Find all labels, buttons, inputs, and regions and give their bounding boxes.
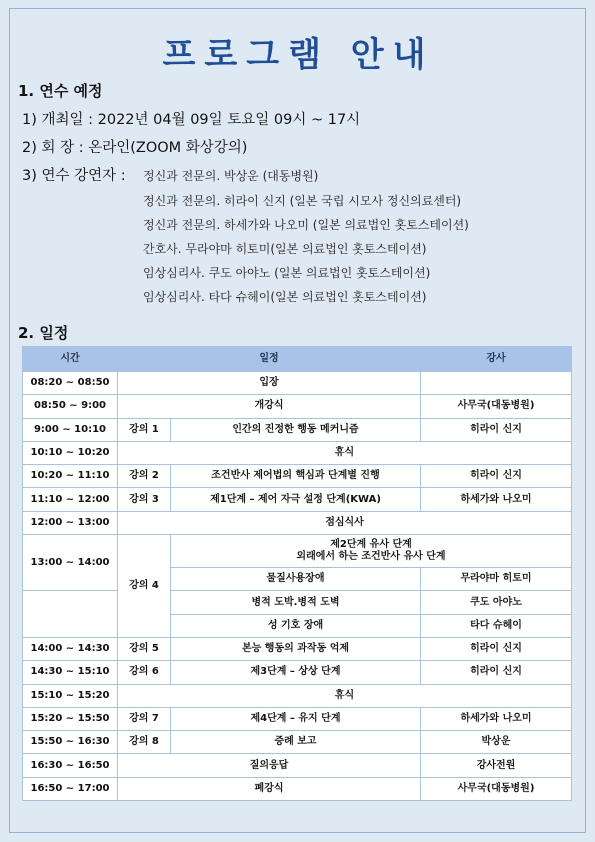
speaker-cell: 하세가와 나오미 xyxy=(421,488,572,511)
speaker-cell: 히라이 신지 xyxy=(421,465,572,488)
table-row xyxy=(23,511,572,534)
table-row xyxy=(23,684,572,707)
topic-cell: 물질사용장애 xyxy=(171,568,421,591)
table-row xyxy=(23,777,572,800)
header-time: 시간 xyxy=(23,347,118,372)
table-row xyxy=(23,754,572,777)
table-row xyxy=(23,535,572,568)
lecture-cell: 강의 8 xyxy=(118,731,171,754)
lecture-cell: 강의 1 xyxy=(118,418,171,441)
speaker-cell: 사무국(대동병원) xyxy=(421,395,572,418)
time-cell: 12:00 ~ 13:00 xyxy=(23,511,118,534)
topic-cell: 휴식 xyxy=(118,441,572,464)
topic-cell: 점심식사 xyxy=(118,511,572,534)
time-cell: 10:10 ~ 10:20 xyxy=(23,441,118,464)
table-header-row xyxy=(23,347,572,372)
lecturer-prefix: 3) 연수 강연자 : xyxy=(22,168,126,184)
topic-cell: 본능 행동의 과작동 억제 xyxy=(171,637,421,660)
topic-cell: 인간의 진정한 행동 메커니즘 xyxy=(171,418,421,441)
topic-cell: 휴식 xyxy=(118,684,572,707)
lecturer-2: 정신과 전문의. 히라이 신지 (일본 국립 시모사 정신의료센터) xyxy=(143,194,462,208)
time-cell: 15:50 ~ 16:30 xyxy=(23,731,118,754)
table-row xyxy=(23,637,572,660)
lecturer-3: 정신과 전문의. 하세가와 나오미 (일본 의료법인 홋토스테이션) xyxy=(143,218,469,232)
time-cell: 16:30 ~ 16:50 xyxy=(23,754,118,777)
table-row xyxy=(23,465,572,488)
speaker-cell: 히라이 신지 xyxy=(421,637,572,660)
speaker-cell: 히라이 신지 xyxy=(421,418,572,441)
topic-line-2: 외래에서 하는 조건반사 유사 단계 xyxy=(296,551,446,563)
lecture-cell: 강의 4 xyxy=(118,535,171,638)
table-row xyxy=(23,591,572,614)
header-speaker: 강사 xyxy=(421,347,572,372)
time-cell-empty xyxy=(23,614,118,637)
time-cell: 10:20 ~ 11:10 xyxy=(23,465,118,488)
topic-cell: 제1단계 – 제어 자극 설정 단계(KWA) xyxy=(171,488,421,511)
table-row xyxy=(23,707,572,730)
lecture-cell: 강의 2 xyxy=(118,465,171,488)
topic-line-1: 제2단계 유사 단계 xyxy=(330,539,412,551)
speaker-cell: 히라이 신지 xyxy=(421,661,572,684)
topic-cell-multiline xyxy=(171,535,572,568)
time-cell: 16:50 ~ 17:00 xyxy=(23,777,118,800)
topic-cell: 제3단계 – 상상 단계 xyxy=(171,661,421,684)
topic-cell: 개강식 xyxy=(118,395,421,418)
venue-line: 2) 회 장 : 온라인(ZOOM 화상강의) xyxy=(22,140,248,156)
page-frame xyxy=(9,8,586,833)
time-cell: 15:20 ~ 15:50 xyxy=(23,707,118,730)
time-cell: 14:00 ~ 14:30 xyxy=(23,637,118,660)
topic-cell: 조건반사 제어법의 핵심과 단계별 진행 xyxy=(171,465,421,488)
speaker-cell: 하세가와 나오미 xyxy=(421,707,572,730)
lecturer-6: 임상심리사. 타다 슈헤이(일본 의료법인 홋토스테이션) xyxy=(143,290,427,304)
topic-cell: 성 기호 장애 xyxy=(171,614,421,637)
section-heading-schedule: 2. 일정 xyxy=(18,324,69,342)
header-schedule: 일정 xyxy=(118,347,421,372)
topic-cell: 제4단계 – 유지 단계 xyxy=(171,707,421,730)
speaker-cell xyxy=(421,372,572,395)
speaker-cell: 무라야마 히토미 xyxy=(421,568,572,591)
table-row xyxy=(23,488,572,511)
time-cell: 14:30 ~ 15:10 xyxy=(23,661,118,684)
time-cell: 08:50 ~ 9:00 xyxy=(23,395,118,418)
speaker-cell: 쿠도 아야노 xyxy=(421,591,572,614)
lecture-cell: 강의 6 xyxy=(118,661,171,684)
table-row xyxy=(23,395,572,418)
section-heading-training: 1. 연수 예정 xyxy=(18,82,103,100)
topic-cell: 입장 xyxy=(118,372,421,395)
topic-cell: 폐강식 xyxy=(118,777,421,800)
table-row xyxy=(23,418,572,441)
time-cell: 13:00 ~ 14:00 xyxy=(23,535,118,591)
table-row xyxy=(23,661,572,684)
date-line: 1) 개최일 : 2022년 04월 09일 토요일 09시 ~ 17시 xyxy=(22,112,361,128)
speaker-cell: 강사전원 xyxy=(421,754,572,777)
time-cell: 9:00 ~ 10:10 xyxy=(23,418,118,441)
table-row xyxy=(23,441,572,464)
lecturer-1: 정신과 전문의. 박상운 (대동병원) xyxy=(143,169,319,183)
lecturer-5: 임상심리사. 쿠도 아야노 (일본 의료법인 홋토스테이션) xyxy=(143,266,431,280)
topic-cell: 병적 도박.병적 도벽 xyxy=(171,591,421,614)
schedule-table xyxy=(22,346,572,801)
topic-cell: 질의응답 xyxy=(118,754,421,777)
lecture-cell: 강의 5 xyxy=(118,637,171,660)
topic-cell: 증례 보고 xyxy=(171,731,421,754)
time-cell: 08:20 ~ 08:50 xyxy=(23,372,118,395)
table-row xyxy=(23,731,572,754)
speaker-cell: 타다 슈헤이 xyxy=(421,614,572,637)
page-title: 프로그램 안내 xyxy=(162,35,435,75)
speaker-cell: 사무국(대동병원) xyxy=(421,777,572,800)
speaker-cell: 박상운 xyxy=(421,731,572,754)
table-row xyxy=(23,614,572,637)
time-cell: 15:10 ~ 15:20 xyxy=(23,684,118,707)
lecture-cell: 강의 3 xyxy=(118,488,171,511)
time-cell-empty xyxy=(23,591,118,614)
lecturer-4: 간호사. 무라야마 히토미(일본 의료법인 홋토스테이션) xyxy=(143,242,427,256)
time-cell: 11:10 ~ 12:00 xyxy=(23,488,118,511)
lecture-cell: 강의 7 xyxy=(118,707,171,730)
table-row xyxy=(23,372,572,395)
